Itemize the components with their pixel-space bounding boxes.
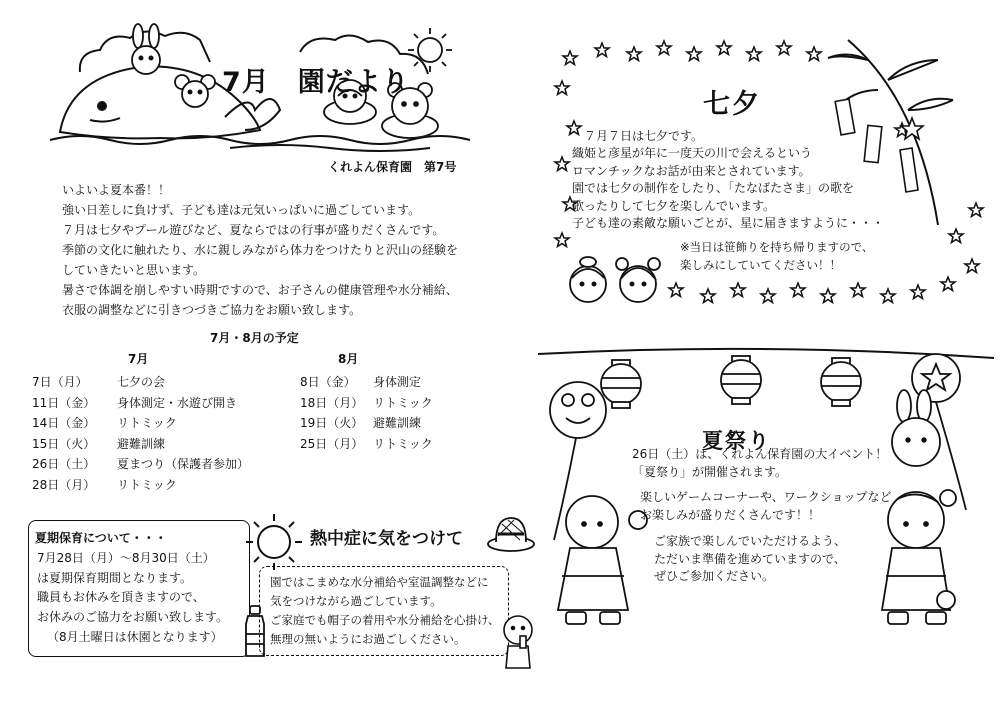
schedule-row — [32, 414, 249, 435]
intro-line: 季節の文化に触れたり、水に親しみながら体力をつけたりと沢山の経験を — [62, 243, 459, 257]
schedule-row — [32, 394, 249, 415]
schedule-event: 身体測定・水遊び開き — [117, 395, 238, 410]
heatstroke-line: 園ではこまめな水分補給や室温調整などに — [270, 575, 489, 589]
orihime-hikoboshi-icon — [560, 250, 670, 310]
intro-line: ７月は七夕やプール遊びなど、夏ならではの行事が盛りだくさんです。 — [62, 223, 445, 237]
schedule-event: 避難訓練 — [373, 416, 422, 430]
summer-care-line: お休みのご協力をお願い致します。 — [37, 610, 229, 625]
tanabata-line: 織姫と彦星が年に一度天の川で会えるという — [572, 146, 813, 161]
schedule-august — [300, 350, 433, 455]
schedule-date: 19日（火） — [300, 416, 364, 430]
festival-line: 26日（土）は、くれよん保育園の大イベント！ — [632, 447, 888, 461]
summer-care-box — [28, 520, 250, 657]
schedule-row — [32, 435, 249, 456]
intro-line: していきたいと思います。 — [62, 263, 206, 277]
schedule-event: リトミック — [373, 395, 433, 410]
festival-line: ただいま準備を進めていますので、 — [654, 551, 846, 566]
schedule-row — [300, 394, 433, 415]
schedule-date: 28日（月） — [32, 477, 96, 492]
schedule-title: 7月・8月の予定 — [210, 331, 299, 345]
schedule-row — [32, 373, 249, 394]
intro-line: 暑さで体調を崩しやすい時期ですので、お子さんの健康管理や水分補給、 — [62, 283, 458, 297]
month-header: 8月 — [338, 352, 359, 366]
schedule-event: 夏まつり（保護者参加） — [117, 457, 250, 471]
month-header: 7月 — [128, 352, 149, 366]
schedule-july — [32, 350, 249, 496]
summer-care-title: 夏期保育について・・・ — [35, 531, 167, 545]
tanabata-note-line: ※当日は笹飾りを持ち帰りますので、 — [680, 240, 874, 254]
child-in-yukata-icon — [882, 490, 956, 624]
tanabata-line: 子ども達の素敵な願いごとが、星に届きますように・・・ — [572, 216, 885, 231]
schedule-date: 25日（月） — [300, 436, 364, 451]
lantern-icon — [821, 358, 861, 406]
tanabata-line: 園では七夕の制作をしたり、「たなばたさま」の歌を — [572, 181, 855, 196]
intro-line: いよいよ夏本番！！ — [62, 183, 171, 197]
summer-care-note: （8月土曜日は休園となります） — [47, 629, 223, 644]
schedule-date: 14日（金） — [32, 416, 96, 430]
lantern-icon — [721, 356, 761, 404]
schedule-event: 七夕の会 — [117, 375, 166, 389]
tanabata-text — [572, 128, 932, 232]
heatstroke-title: 熱中症に気をつけて — [310, 529, 463, 549]
schedule-date: 15日（火） — [32, 436, 96, 451]
schedule-event: リトミック — [373, 436, 433, 451]
heatstroke-box — [259, 566, 509, 656]
schedule-row — [32, 476, 249, 497]
intro-line: 衣服の調整などに引きつづきご協力をお願い致します。 — [62, 303, 362, 317]
festival-title: 夏祭り — [702, 429, 771, 453]
festival-text — [632, 446, 892, 586]
schedule-row — [300, 373, 433, 394]
tanabata-line: 歌ったりして七夕を楽しんでいます。 — [572, 198, 776, 213]
schedule-event: 身体測定 — [373, 375, 422, 389]
child-drinking-icon — [500, 612, 536, 672]
festival-line: ご家族で楽しんでいただけるよう、 — [654, 533, 847, 548]
straw-hat-icon — [486, 512, 536, 554]
mouse-icon — [175, 75, 215, 107]
schedule-date: 11日（金） — [32, 395, 96, 410]
issue-label: くれよん保育園 第7号 — [328, 160, 457, 174]
schedule-date: 26日（土） — [32, 457, 96, 471]
heatstroke-line: 無理の無いようにお過ごしください。 — [270, 632, 466, 646]
tanabata-note — [680, 238, 873, 274]
schedule-event: リトミック — [117, 477, 177, 492]
schedule-event: 避難訓練 — [117, 436, 166, 451]
festival-line: 「夏祭り」が開催されます。 — [632, 464, 788, 479]
tanabata-line: ７月７日は七夕です。 — [572, 129, 704, 143]
summer-care-line: 職員もお休みを頂きますので、 — [37, 590, 205, 605]
intro-text — [62, 180, 532, 320]
festival-line: 楽しいゲームコーナーや、ワークショップなど — [640, 490, 892, 505]
schedule-event: リトミック — [117, 416, 177, 430]
heatstroke-line: 気をつけながら過ごしています。 — [270, 594, 442, 608]
schedule-row — [300, 414, 433, 435]
schedule-date: 8日（金） — [300, 375, 356, 389]
summer-care-line: は夏期保育期間となります。 — [37, 570, 193, 585]
schedule-row — [32, 455, 249, 476]
festival-line: お楽しみが盛りだくさんです！！ — [640, 508, 821, 523]
tanabata-title: 七夕 — [703, 89, 761, 120]
schedule-date: 18日（月） — [300, 395, 364, 410]
page-title: 7月 園だより — [222, 67, 410, 98]
tanabata-line: ロマンチックなお話が由来とされています。 — [572, 163, 811, 178]
intro-line: 強い日差しに負けず、子ども達は元気いっぱいに過ごしています。 — [62, 203, 421, 217]
schedule-row — [300, 435, 433, 456]
festival-line: ぜひご参加ください。 — [654, 569, 775, 584]
sun-icon — [408, 28, 452, 72]
heatstroke-line: ご家庭でも帽子の着用や水分補給を心掛け、 — [270, 613, 500, 627]
summer-care-line: 7月28日（月）～8月30日（土） — [37, 550, 215, 565]
tanabata-note-line: 楽しみにしていてください！！ — [680, 258, 841, 272]
lantern-icon — [601, 360, 641, 408]
sun-icon — [244, 512, 304, 572]
schedule-date: 7日（月） — [32, 375, 88, 389]
